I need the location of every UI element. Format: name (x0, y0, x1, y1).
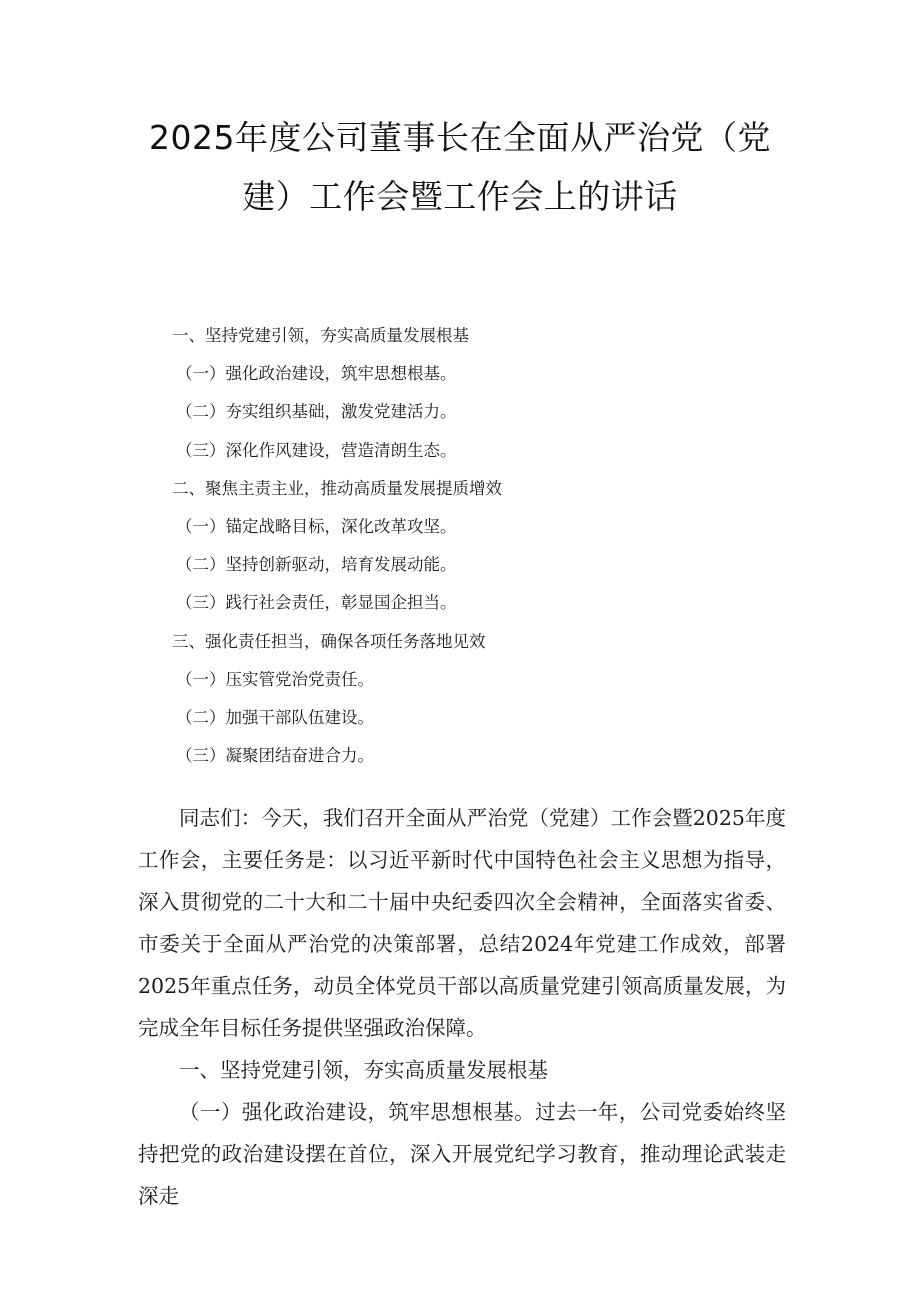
toc-item: （二）夯实组织基础，激发党建活力。 (176, 402, 457, 422)
title-line-1: 2025年度公司董事长在全面从严治党（党 (149, 118, 771, 157)
toc-item: （一）压实管党治党责任。 (176, 669, 374, 689)
toc-item: 二、聚焦主责主业，推动高质量发展提质增效 (172, 478, 502, 498)
toc-item: （三）践行社会责任，彰显国企担当。 (176, 593, 457, 613)
toc-item: （三）深化作风建设，营造清朗生态。 (176, 440, 457, 460)
intro-paragraph: 同志们：今天，我们召开全面从严治党（党建）工作会暨2025年度工作会，主要任务是：以习近平新时代中国特色社会主义思想为指导，深入贯彻党的二十大和二十届中央纪委四次全会精神，全面落实省委、市委关于全面从严治党的决策部署，总结2024年党建工作成效，部署2025年重点任务，动员全体党员干部以高质量党建引领高质量发展，为完成全年目标任务提供坚强政治保障。 (138, 806, 786, 1040)
toc-item: （一）强化政治建设，筑牢思想根基。 (176, 364, 457, 384)
table-of-contents (172, 317, 792, 775)
toc-item: （二）加强干部队伍建设。 (176, 707, 374, 727)
toc-item: （三）凝聚团结奋进合力。 (176, 746, 374, 766)
section-heading: 一、坚持党建引领，夯实高质量发展根基 (179, 1058, 548, 1082)
toc-item: （二）坚持创新驱动，培育发展动能。 (176, 555, 457, 575)
document-body (138, 797, 786, 1217)
title-line-2: 建）工作会暨工作会上的讲话 (242, 177, 678, 216)
document-title (138, 108, 782, 226)
toc-item: 一、坚持党建引领，夯实高质量发展根基 (172, 326, 469, 345)
body-paragraph: （一）强化政治建设，筑牢思想根基。过去一年，公司党委始终坚持把党的政治建设摆在首位，深入开展党纪学习教育，推动理论武装走深走 (138, 1100, 786, 1208)
toc-item: （一）锚定战略目标，深化改革攻坚。 (176, 516, 457, 536)
toc-item: 三、强化责任担当，确保各项任务落地见效 (172, 631, 486, 651)
